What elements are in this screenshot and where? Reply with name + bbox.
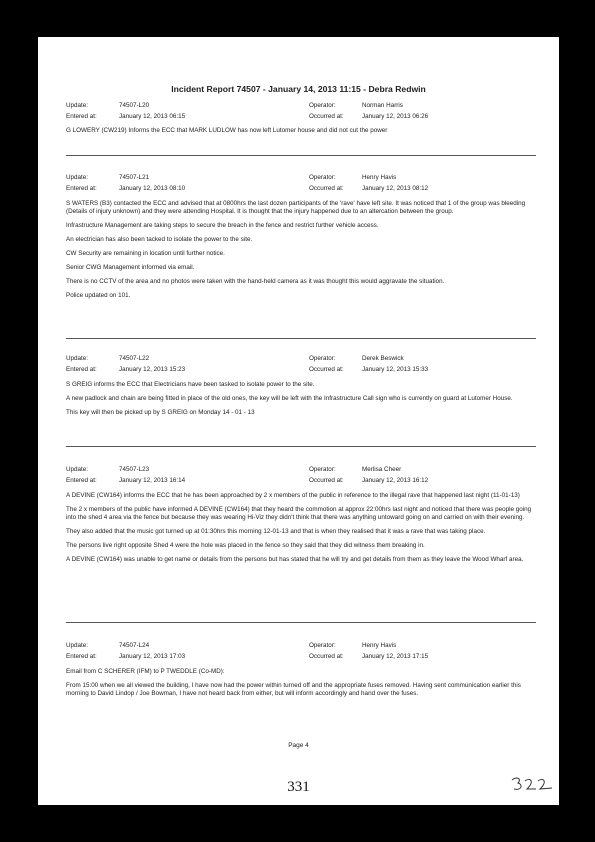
entry-paragraph: This key will then be picked up by S GREIG on Monday 14 - 01 - 13: [66, 409, 255, 416]
update-label: Update:: [66, 642, 89, 649]
update-id: 74507-L20: [119, 102, 150, 109]
operator-name: Henry Havis: [362, 642, 397, 649]
entry-body: [66, 492, 536, 564]
operator-name: Henry Havis: [362, 174, 397, 181]
operator-label: Operator:: [309, 102, 336, 109]
entry-divider: [66, 446, 536, 447]
occurred-at: January 12, 2013 16:12: [362, 477, 429, 484]
entered-label: Entered at:: [66, 185, 97, 192]
entry-paragraph: They also added that the music got turned up at 01:30hrs this morning 12-01-13 and that is when they realised that it was a rave that was taking place.: [66, 528, 486, 535]
operator-label: Operator:: [309, 642, 336, 649]
entry-divider: [66, 622, 536, 623]
entry-header-row: [66, 355, 536, 366]
log-entry: [66, 642, 536, 704]
entry-paragraph: Police updated on 101.: [66, 292, 131, 299]
page-number: Page 4: [288, 742, 309, 749]
entry-header-row: [66, 174, 536, 185]
entry-divider: [66, 155, 536, 156]
operator-label: Operator:: [309, 466, 336, 473]
log-entry: [66, 466, 536, 570]
entered-at: January 12, 2013 06:15: [119, 113, 186, 120]
entry-body: [66, 200, 536, 300]
log-entry: [66, 355, 536, 423]
handwritten-number-signature: [508, 773, 556, 795]
operator-name: Norman Harris: [362, 102, 403, 109]
entered-label: Entered at:: [66, 113, 97, 120]
occurred-label: Occurred at:: [309, 653, 344, 660]
operator-name: Derek Beswick: [362, 355, 404, 362]
occurred-label: Occurred at:: [309, 113, 344, 120]
occurred-label: Occurred at:: [309, 366, 344, 373]
occurred-at: January 12, 2013 17:15: [362, 653, 429, 660]
entered-at: January 12, 2013 15:23: [119, 366, 186, 373]
entry-paragraph: S GREIG informs the ECC that Electricians have been tasked to isolate power to the site.: [66, 381, 315, 388]
operator-label: Operator:: [309, 174, 336, 181]
entry-time-row: [66, 185, 536, 196]
entry-paragraph: Senior CWG Management informed via email.: [66, 264, 195, 271]
update-id: 74507-L22: [119, 355, 150, 362]
entered-at: January 12, 2013 17:03: [119, 653, 186, 660]
update-label: Update:: [66, 102, 89, 109]
entered-label: Entered at:: [66, 653, 97, 660]
update-id: 74507-L21: [119, 174, 150, 181]
entry-paragraph: The 2 x members of the public have informed A DEVINE (CW164) that they heard the commotion at approx 22:00hrs last night and noticed that there was people going into the shed 4 area via the fence but because they was wearing Hi-Viz they didn't think that there was anything untoward going on and carried on with their evening.: [66, 506, 532, 521]
occurred-at: January 12, 2013 06:26: [362, 113, 429, 120]
document-page: [38, 37, 559, 805]
entry-body: [66, 381, 536, 417]
entered-label: Entered at:: [66, 477, 97, 484]
entry-body: [66, 127, 536, 135]
entered-at: January 12, 2013 08:10: [119, 185, 186, 192]
occurred-label: Occurred at:: [309, 185, 344, 192]
entry-body: [66, 668, 536, 698]
entry-time-row: [66, 113, 536, 124]
update-label: Update:: [66, 174, 89, 181]
occurred-at: January 12, 2013 15:33: [362, 366, 429, 373]
entry-paragraph: A new padlock and chain are being fitted in place of the old ones, the key will be left with the Infrastructure Call sign who is currently on guard at Lutomer House.: [66, 395, 513, 402]
operator-label: Operator:: [309, 355, 336, 362]
entry-header-row: [66, 102, 536, 113]
entry-paragraph: From 15:00 when we all viewed the building, I have now had the power within turned off and the appropriate fuses removed. Having sent communication earlier this morning to David Lindop / Joe Bowman, I have not heard back from either, but will inform accordingly and hand over the fuses.: [66, 682, 521, 697]
entry-divider: [66, 338, 536, 339]
operator-name: Merlisa Cheer: [362, 466, 402, 473]
entered-at: January 12, 2013 16:14: [119, 477, 186, 484]
entry-time-row: [66, 653, 536, 664]
report-title: Incident Report 74507 - January 14, 2013 11:15 - Debra Redwin: [171, 84, 426, 94]
entry-paragraph: S WATERS (B3) contacted the ECC and advised that at 0800hrs the last dozen participants of the 'rave' have left site. It was noticed that 1 of the group was bleeding (Details of injury unknown) and they were attending Hospital. It is thought that the injury happened due to an altercation between the group.: [66, 200, 526, 215]
entry-paragraph: The persons live right opposite Shed 4 were the hole was placed in the fence so they said that they did witness them breaking in.: [66, 542, 425, 549]
entry-time-row: [66, 477, 536, 488]
occurred-label: Occurred at:: [309, 477, 344, 484]
entry-paragraph: A DEVINE (CW164) was unable to get name or details from the persons but has stated that he will try and get details from them as they leave the Wood Wharf area.: [66, 556, 524, 563]
entered-label: Entered at:: [66, 366, 97, 373]
update-label: Update:: [66, 355, 89, 362]
entry-header-row: [66, 466, 536, 477]
log-entry: [66, 174, 536, 306]
entry-paragraph: CW Security are remaining in location until further notice.: [66, 250, 225, 257]
update-label: Update:: [66, 466, 89, 473]
update-id: 74507-L24: [119, 642, 150, 649]
log-entry: [66, 102, 536, 141]
entry-time-row: [66, 366, 536, 377]
entry-header-row: [66, 642, 536, 653]
entry-paragraph: A DEVINE (CW164) informs the ECC that he has been approached by 2 x members of the public in reference to the illegal rave that happened last night (11-01-13): [66, 492, 520, 499]
entry-paragraph: G LOWERY (CW219) Informs the ECC that MARK LUDLOW has now left Lutomer house and did not cut the power: [66, 127, 388, 134]
entry-paragraph: An electrician has also been tacked to isolate the power to the site.: [66, 236, 253, 243]
entry-paragraph: There is no CCTV of the area and no photos were taken with the hand-held camera as it was thought this would aggravate the situation.: [66, 278, 445, 285]
occurred-at: January 12, 2013 08:12: [362, 185, 429, 192]
stamp-number: 331: [287, 779, 310, 795]
update-id: 74507-L23: [119, 466, 150, 473]
entry-paragraph: Infrastructure Management are taking steps to secure the breach in the fence and restrict further vehicle access.: [66, 222, 379, 229]
entry-paragraph: Email from C SCHERER (IFM) to P TWEDDLE (Co-MD):: [66, 668, 225, 675]
